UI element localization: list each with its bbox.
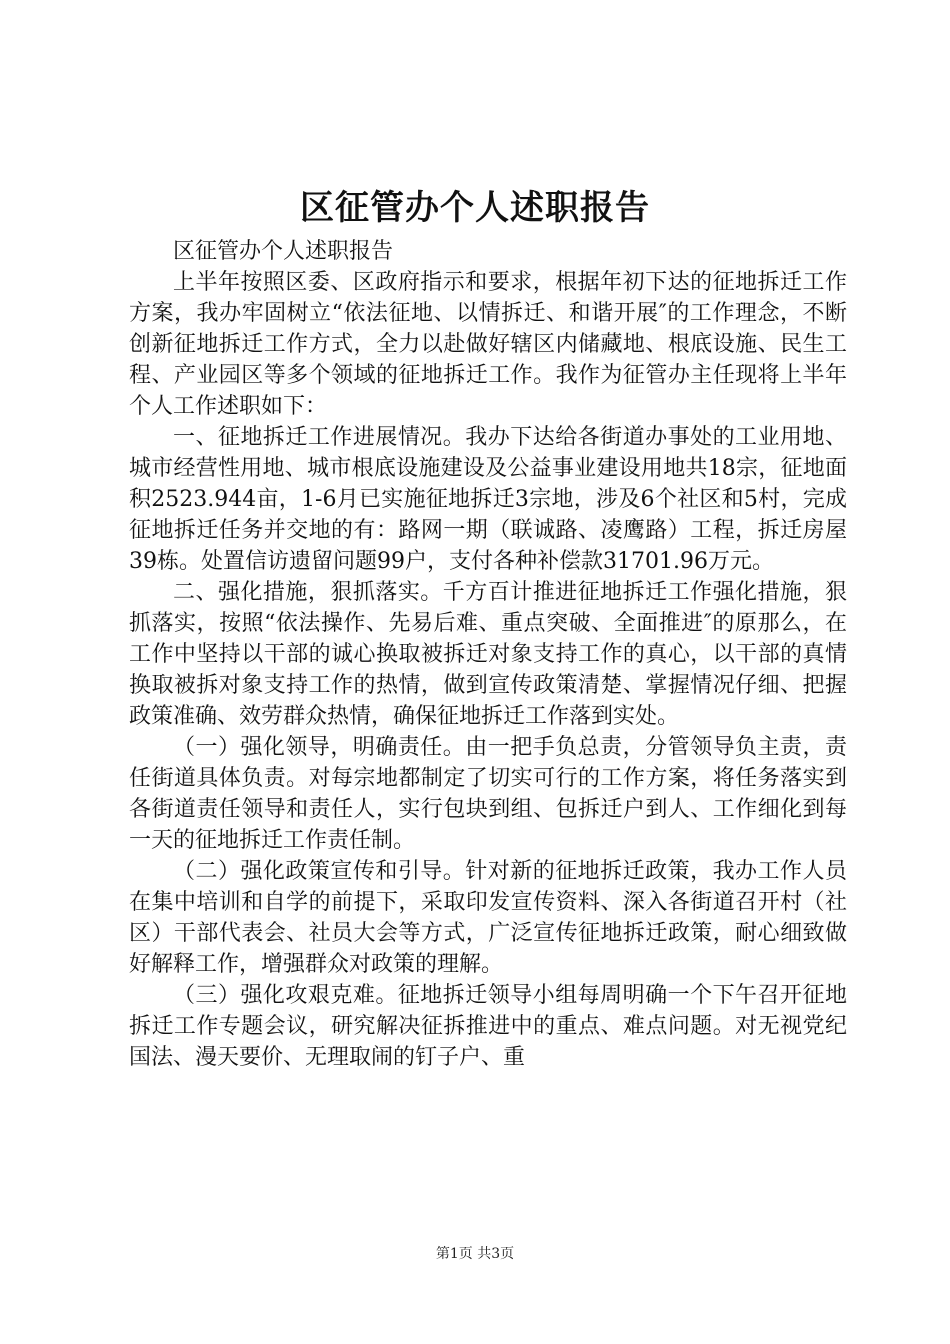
paragraph-subsection-2: （二）强化政策宣传和引导。针对新的征地拆迁政策，我办工作人员在集中培训和自学的前提下，采取印发宣传资料、深入各街道召开村（社区）干部代表会、社员大会等方式，广泛宣传征地拆迁政策，耐心细致做好解释工作，增强群众对政策的理解。: [129, 859, 847, 977]
paragraph-subsection-1: （一）强化领导，明确责任。由一把手负总责，分管领导负主责，责任街道具体负责。对每宗地都制定了切实可行的工作方案，将任务落实到各街道责任领导和责任人，实行包块到组、包拆迁户到人、工作细化到每一天的征地拆迁工作责任制。: [129, 735, 847, 853]
document-title: 区征管办个人述职报告: [300, 188, 650, 228]
document-body: [129, 236, 847, 1073]
paragraph-intro: 上半年按照区委、区政府指示和要求，根据年初下达的征地拆迁工作方案，我办牢固树立“依法征地、以情拆迁、和谐开展″的工作理念，不断创新征地拆迁工作方式，全力以赴做好辖区内储藏地、根底设施、民生工程、产业园区等多个领域的征地拆迁工作。我作为征管办主任现将上半年个人工作述职如下：: [129, 270, 847, 419]
paragraph-section-1: 一、征地拆迁工作进展情况。我办下达给各街道办事处的工业用地、城市经营性用地、城市根底设施建设及公益事业建设用地共18宗，征地面积2523.944亩，1-6月已实施征地拆迁3宗地，涉及6个社区和5村，完成征地拆迁任务并交地的有：路网一期（联诚路、凌鹰路）工程，拆迁房屋39栋。处置信访遗留问题99户，支付各种补偿款31701.96万元。: [129, 425, 847, 574]
paragraph-subtitle: 区征管办个人述职报告: [173, 239, 394, 264]
page-number-footer: 第1页 共3页: [435, 1246, 515, 1262]
paragraph-subsection-3: （三）强化攻艰克难。征地拆迁领导小组每周明确一个下午召开征地拆迁工作专题会议，研究解决征拆推进中的重点、难点问题。对无视党纪国法、漫天要价、无理取闹的钉子户、重: [129, 983, 847, 1070]
paragraph-section-2: 二、强化措施，狠抓落实。千方百计推进征地拆迁工作强化措施，狠抓落实，按照“依法操作、先易后难、重点突破、全面推进″的原那么，在工作中坚持以干部的诚心换取被拆迁对象支持工作的真心，以干部的真情换取被拆对象支持工作的热情，做到宣传政策清楚、掌握情况仔细、把握政策准确、效劳群众热情，确保征地拆迁工作落到实处。: [129, 580, 847, 729]
